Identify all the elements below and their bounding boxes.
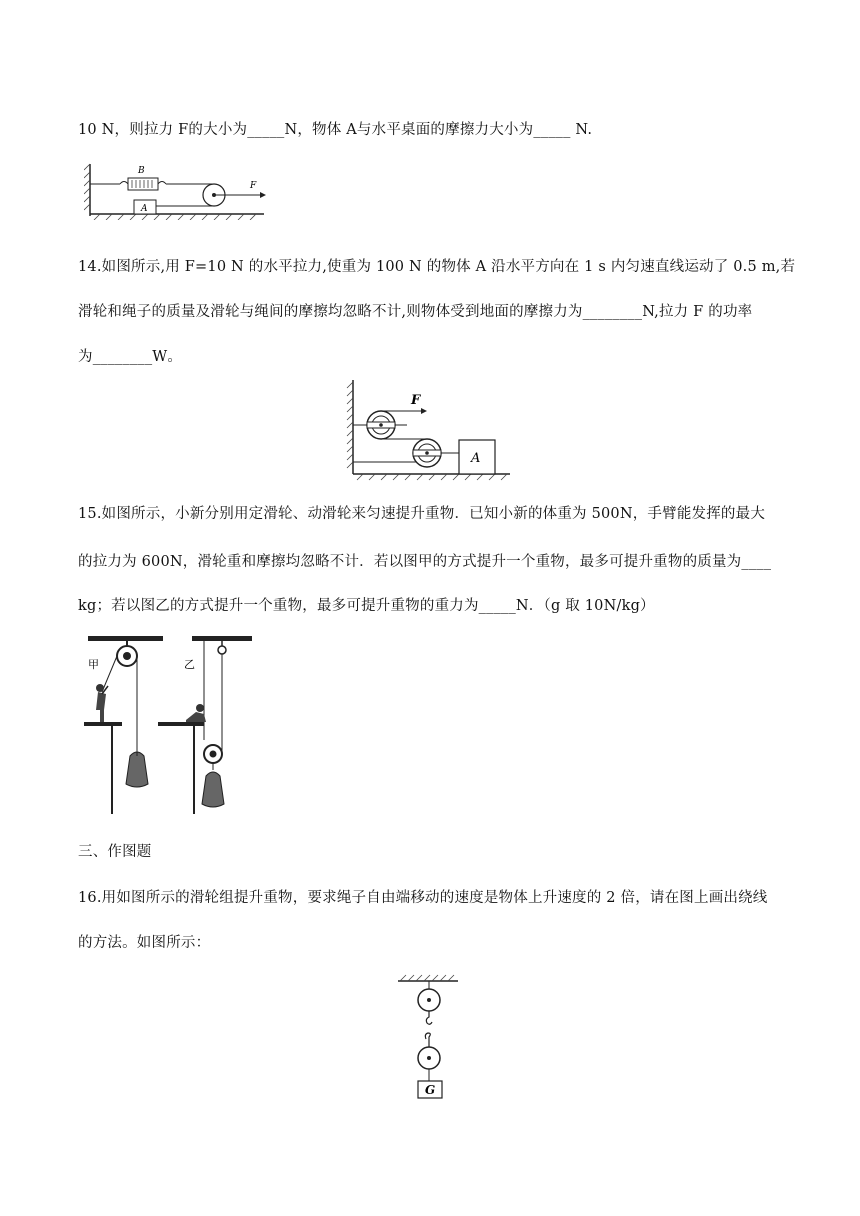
q14-text-line3: 为________W。: [78, 349, 183, 365]
q13-label-b: B: [138, 166, 145, 176]
q15-figure: [82, 632, 257, 817]
q13-text-line: 10 N，则拉力 F的大小为_____N，物体 A与水平桌面的摩擦力大小为_____ N.: [78, 122, 593, 138]
q16-text-line2: 的方法。如图所示：: [78, 935, 211, 951]
q14-text-line1: 14.如图所示,用 F=10 N 的水平拉力,使重为 100 N 的物体 A 沿水平方向在 1 s 内匀速直线运动了 0.5 m,若: [78, 259, 796, 275]
q15-text-line2: 的拉力为 600N，滑轮重和摩擦均忽略不计．若以图甲的方式提升一个重物，最多可提升重物的质量为____: [78, 554, 772, 570]
q15-label-yi: 乙: [184, 658, 195, 671]
q16-figure: [396, 973, 462, 1108]
q13-label-f: F: [250, 181, 257, 191]
q13-figure: [84, 160, 274, 220]
section-title: 三、作图题: [78, 844, 152, 860]
q14-text-line2: 滑轮和绳子的质量及滑轮与绳间的摩擦均忽略不计,则物体受到地面的摩擦力为________N,拉力 F 的功率: [78, 304, 753, 320]
q13-label-a: A: [141, 204, 148, 214]
q15-text-line1: 15.如图所示，小新分别用定滑轮、动滑轮来匀速提升重物．已知小新的体重为 500N，手臂能发挥的最大: [78, 506, 766, 522]
q15-label-jia: 甲: [88, 658, 99, 671]
q16-label-g: G: [425, 1083, 436, 1097]
q15-text-line3: kg；若以图乙的方式提升一个重物，最多可提升重物的重力为_____N．（g 取 10N/kg）: [78, 598, 655, 614]
q14-figure: [345, 378, 515, 483]
q14-label-a: A: [471, 451, 481, 466]
q14-label-f: F: [411, 393, 421, 408]
q16-text-line1: 16.用如图所示的滑轮组提升重物，要求绳子自由端移动的速度是物体上升速度的 2 倍，请在图上画出绕线: [78, 890, 768, 906]
